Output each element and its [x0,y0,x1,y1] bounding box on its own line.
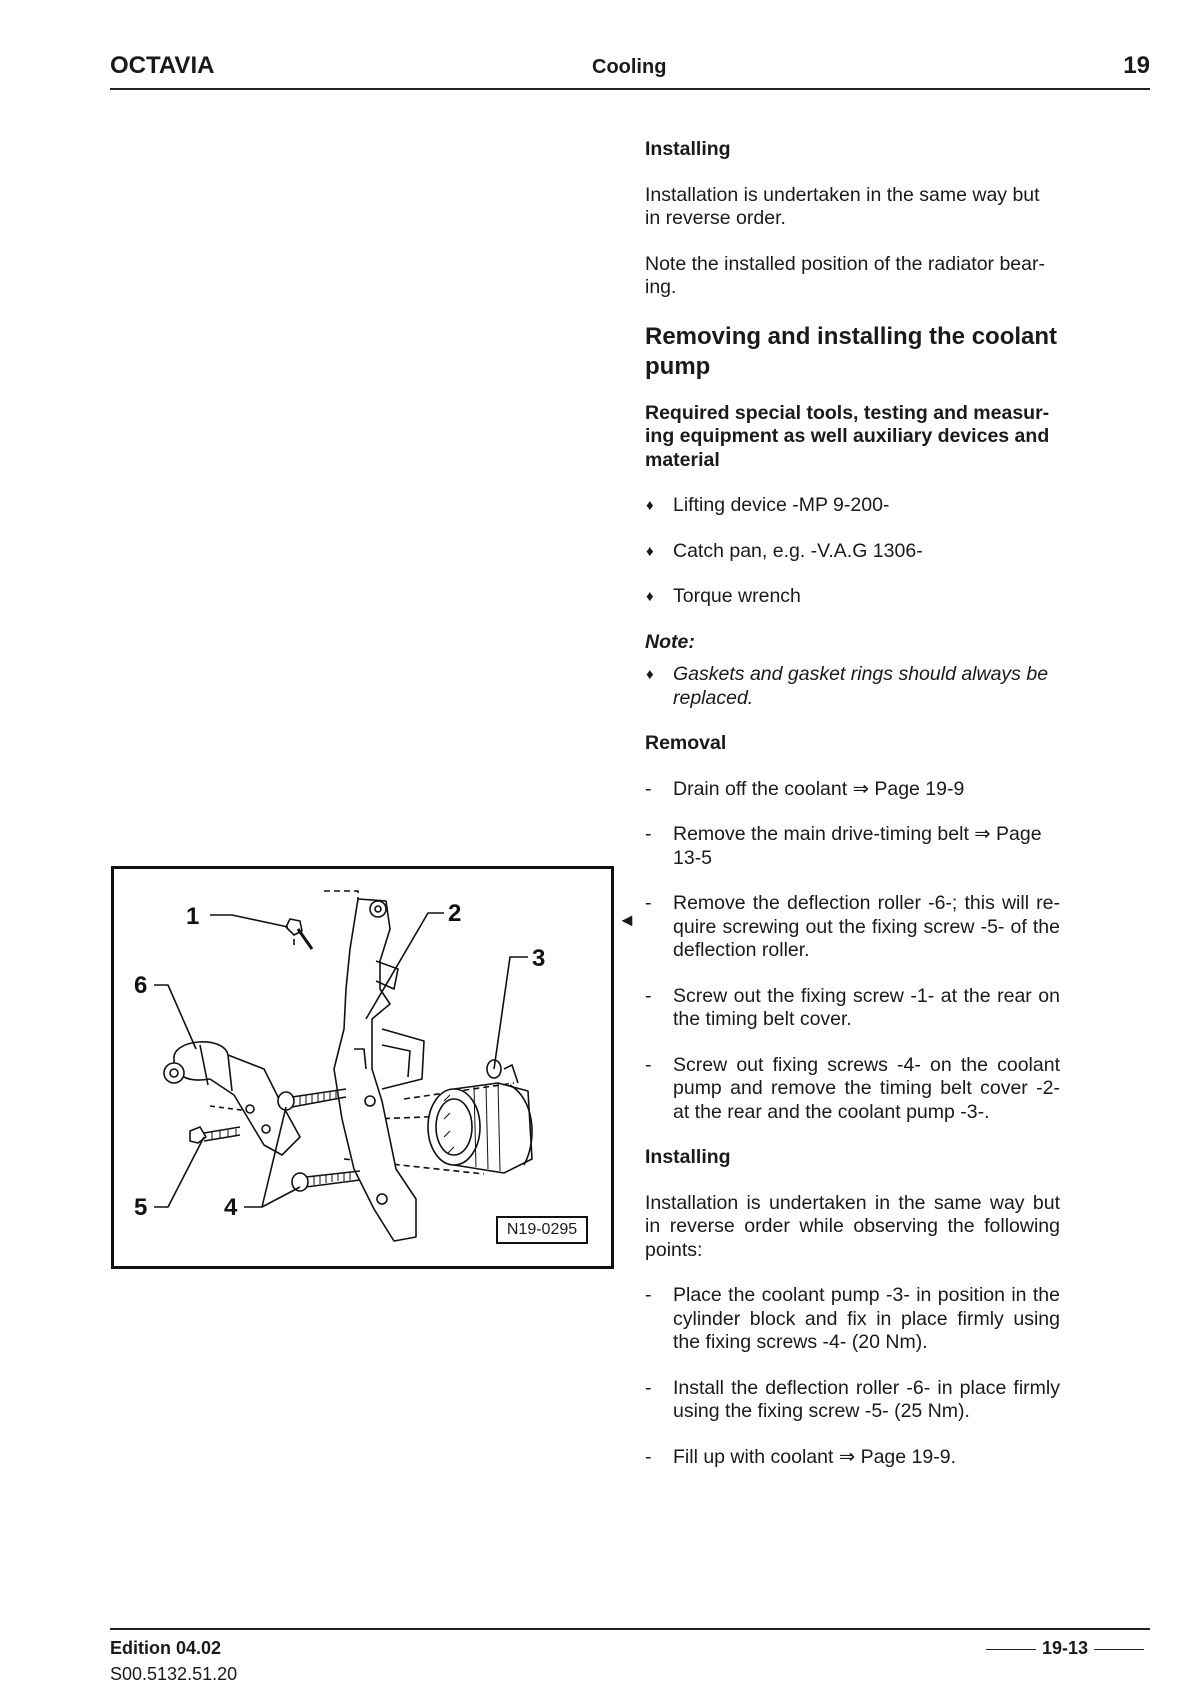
removal-step: - Screw out fixing screws -4- on the coolant pump and remove the timing belt cover -2- at the rear and the coolant pump -3-. [645,1053,1060,1123]
tool-item: ♦ Lifting device -MP 9-200- [646,494,890,516]
chapter-number: 19 [1123,52,1150,79]
removal-step: - Screw out the fixing screw -1- at the rear on the timing belt cover. [645,984,1060,1030]
installing-heading: Installing [645,138,731,160]
page-number: 19-13 [1041,1638,1088,1658]
callout-1: 1 [186,903,200,930]
installing-step: - Install the deflection roller -6- in place firmly using the fixing screw -5- (25 Nm). [645,1376,1060,1422]
callout-4: 4 [224,1194,238,1221]
section-heading: Removing and installing the coolant pump [645,322,1058,380]
page-number-block [980,1638,1150,1659]
removal-step: - Drain off the coolant ⇒ Page 19-9 [645,777,965,800]
text-column [645,138,1060,1469]
installing-text: Installation is undertaken in the same way but in reverse order. [645,183,1040,229]
diamond-bullet-icon: ♦ [646,588,654,605]
note-label: Note: [645,630,695,653]
coolant-pump-drawing [114,869,611,1266]
callout-6: 6 [134,972,148,999]
removal-step: - Remove the main drive-timing belt ⇒ Page 13-5 [645,823,1042,869]
installing-step: - Fill up with coolant ⇒ Page 19-9. [645,1445,956,1468]
tool-item: ♦ Torque wrench [646,585,801,607]
removal-heading: Removal [645,732,727,754]
diamond-bullet-icon: ♦ [646,542,654,560]
note-item: ♦ Gaskets and gasket rings should always be replaced. [646,663,1049,709]
callout-5: 5 [134,1194,148,1221]
figure-id: N19-0295 [496,1216,588,1244]
model-name: OCTAVIA [110,52,215,79]
callout-2: 2 [448,900,462,927]
edition: Edition 04.02 [110,1638,222,1658]
page-header [110,48,1150,90]
tools-heading: Required special tools, testing and measur-ing equipment as well auxiliary devices and material [645,401,1050,471]
exploded-diagram [111,866,614,1269]
installing-step: - Place the coolant pump -3- in position in the cylinder block and fix in place firmly using the fixing screws -4- (20 Nm). [645,1284,1060,1353]
section-title: Cooling [592,56,667,78]
tool-item: ♦ Catch pan, e.g. -V.A.G 1306- [646,539,923,562]
radiator-note: Note the installed position of the radiator bear-ing. [645,252,1045,298]
installing-heading: Installing [645,1146,731,1168]
callout-3: 3 [532,945,546,972]
removal-step: - Remove the deflection roller -6-; this will re-quire screwing out the fixing screw -5- of the deflection roller. [645,892,1060,961]
page-footer [110,1628,1150,1684]
pointer-arrow-icon: ◄ [618,910,636,930]
installing-text: Installation is undertaken in the same way but in reverse order while observing the following points: [645,1191,1060,1261]
document-code: S00.5132.51.20 [110,1664,238,1684]
diamond-bullet-icon: ♦ [646,666,654,683]
diamond-bullet-icon: ♦ [646,497,654,514]
